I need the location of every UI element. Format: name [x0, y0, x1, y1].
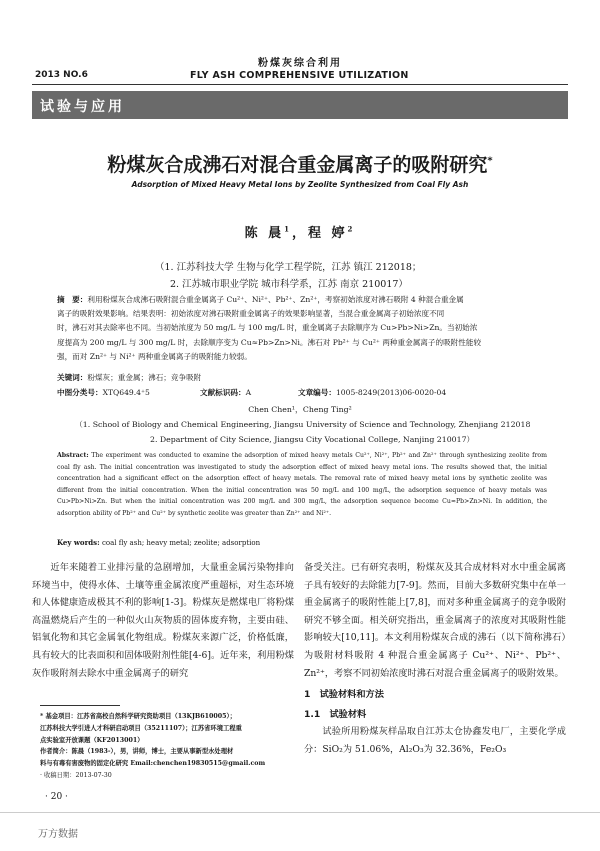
footnote-line: · 收稿日期：2013-07-30: [40, 771, 112, 779]
author-1: 陈 晨: [244, 226, 285, 241]
authors-en: Chen Chen¹，Cheng Ting²: [248, 405, 352, 414]
author-sep: ，: [291, 226, 308, 241]
issue-number: 2013 NO.6: [35, 70, 88, 80]
title-cn-text: 粉煤灰合成沸石对混合重金属离子的吸附研究: [107, 154, 488, 176]
abstract-en: [57, 450, 547, 520]
keywords-en-label: Key words:: [57, 538, 100, 547]
keywords-cn: [57, 372, 201, 383]
doc-label: 文献标识码：: [200, 388, 246, 397]
clc-value: XTQ649.4⁺5: [102, 388, 150, 397]
authors-cn: [0, 222, 600, 241]
keywords-cn-label: 关键词：: [57, 373, 88, 382]
body-right-column: [304, 559, 566, 759]
journal-name-en: FLY ASH COMPREHENSIVE UTILIZATION: [190, 70, 409, 81]
art-value: 1005-8249(2013)06-0020-04: [335, 388, 447, 397]
abstract-en-text: The experiment was conducted to examine the adsorption of mixed heavy metals Cu²⁺, Ni²⁺, Pb²⁺ and Zn²⁺ through synthesizing zeolite from coal fly ash. The initial concentration was investigated to study the adsorption effect of mixed heavy metal ions. The results showed that, the initial concentration had a significant effect on the adsorption effect of heavy metals. The removal rate of mixed heavy metal ions by synthetic zeolite was different from the initial concentration. When the initial concentration was 50 mg/L and 100 mg/L, the adsorption sequence of heavy metals was Cu>Pb>Ni>Zn. But when the initial concentration was 200 mg/L and 300 mg/L, the adsorption sequence become Cu≈Pb>Zn>Ni. In addition, the adsorption ability of Pb²⁺ and Cu²⁺ by synthetic zeolite was greater than Zn²⁺ and Ni²⁺.: [57, 452, 547, 517]
title-footnote-mark: *: [487, 155, 493, 167]
affiliation-cn-1: （1. 江苏科技大学 生物与化学工程学院，江苏 镇江 212018；: [155, 262, 422, 273]
keywords-cn-text: 粉煤灰；重金属；沸石；竞争吸附: [87, 373, 202, 382]
article-number: [298, 387, 446, 398]
abstract-cn: [57, 293, 547, 364]
keywords-en: [57, 538, 260, 547]
section-label: 试验与应用: [40, 99, 125, 115]
bottom-rule: [0, 812, 600, 813]
abstract-cn-line: 时，沸石对其去除率也不同。当初始浓度为 50 mg/L 与 100 mg/L 时，重金属离子去除顺序为 Cu>Pb>Ni>Zn。当初始浓: [57, 323, 478, 333]
footnote: [40, 711, 290, 782]
author-1-sup: 1: [284, 224, 292, 234]
abstract-cn-line: 度提高为 200 mg/L 与 300 mg/L 时，去除顺序变为 Cu≈Pb>Zn>Ni。沸石对 Pb²⁺ 与 Cu²⁺ 两种重金属离子的吸附性能较: [57, 337, 482, 347]
abstract-cn-label: 摘 要：: [57, 295, 88, 304]
header-rule: [32, 84, 568, 85]
footnote-line: 作者简介：陈晨（1983-），男，讲师，博士，主要从事新型水处理材: [40, 748, 234, 756]
footnote-rule: [40, 705, 120, 706]
affiliation-cn-2: 2. 江苏城市职业学院 城市科学系，江苏 南京 210017）: [170, 279, 408, 290]
section-heading-1-1: 1.1 试验材料: [304, 708, 367, 720]
doc-value: A: [245, 388, 252, 397]
abstract-en-label: Abstract:: [57, 452, 89, 459]
clc-number: [57, 387, 150, 398]
footnote-line: * 基金项目：江苏省高校自然科学研究资助项目（13KJB610005）；: [40, 713, 236, 720]
author-2: 程 婷: [308, 226, 348, 241]
footnote-line: 江苏科技大学引进人才科研启动项目（35211107）；江苏省环境工程重: [40, 724, 242, 732]
doc-code: [200, 387, 251, 398]
body-left-column: [32, 559, 294, 682]
title-cn: [0, 150, 600, 177]
watermark-text: 万方数据: [38, 829, 78, 840]
title-en: Adsorption of Mixed Heavy Metal Ions by Zeolite Synthesized from Coal Fly Ash: [131, 180, 469, 189]
art-label: 文章编号：: [298, 388, 336, 397]
footnote-line: 料与有毒有害废物的固定化研究 Email:chenchen19830515@gmail.com: [40, 760, 266, 768]
journal-name-cn: 粉煤灰综合利用: [258, 58, 342, 69]
section-heading-1: 1 试验材料和方法: [304, 689, 384, 701]
body-paragraph: 备受关注。已有研究表明，粉煤灰及其合成材料对水中重金属离子具有较好的去除能力[7-9]。然而，目前大多数研究集中在单一重金属离子的吸附性能上[7,8]，而对多种重金属离子的竞争吸附研究不够全面。相关研究指出，重金属离子的浓度对其吸附性能影响较大[10,11]。本文利用粉煤灰合成的沸石（以下简称沸石）为吸附材料吸附 4 种混合重金属离子 Cu²⁺、Ni²⁺、Pb²⁺、Zn²⁺，考察不同初始浓度时沸石对混合重金属离子的吸附效果。: [304, 562, 566, 679]
keywords-en-text: coal fly ash; heavy metal; zeolite; adsorption: [101, 539, 261, 547]
body-paragraph: 试验所用粉煤灰样品取自江苏太仓协鑫发电厂，主要化学成分：SiO₂为 51.06%，Al₂O₃为 32.36%，Fe₂O₃: [304, 726, 566, 755]
clc-label: 中图分类号：: [57, 388, 103, 397]
abstract-cn-line: 强，而对 Zn²⁺ 与 Ni²⁺ 两种重金属离子的吸附能力较弱。: [57, 351, 252, 361]
affiliation-en-2: 2. Department of City Science, Jiangsu City Vocational College, Nanjing 210017）: [150, 435, 475, 444]
abstract-cn-line: 利用粉煤灰合成沸石吸附混合重金属离子 Cu²⁺、Ni²⁺、Pb²⁺、Zn²⁺，考察初始浓度对沸石吸附 4 种混合重金属: [87, 295, 464, 304]
abstract-cn-line: 离子的吸附效果影响。结果表明：初始浓度对沸石吸附重金属离子的效果影响显著，当混合重金属离子初始浓度不同: [57, 309, 445, 319]
author-2-sup: 2: [347, 224, 356, 234]
footnote-line: 点实验室开放课题（KF2013001）: [40, 736, 144, 744]
page-number: · 20 ·: [45, 792, 68, 802]
affiliation-en-1: （1. School of Biology and Chemical Engineering, Jiangsu University of Science and Technology, Zhenjiang 212018: [75, 420, 531, 429]
body-paragraph: 近年来随着工业排污量的急剧增加，大量重金属污染物排向环境当中，使得水体、土壤等重金属浓度严重超标，对生态环境和人体健康造成极其不利的影响[1-3]。粉煤灰是燃煤电厂将粉煤高温燃烧后产生的一种似火山灰物质的固体废弃物，主要由硅、铝氧化物和其它金属氧化物组成。粉煤灰来源广泛，价格低廉，具有较大的比表面积和固体吸附剂性能[4-6]。近年来，利用粉煤灰作吸附剂去除水中重金属离子的研究: [32, 562, 294, 679]
